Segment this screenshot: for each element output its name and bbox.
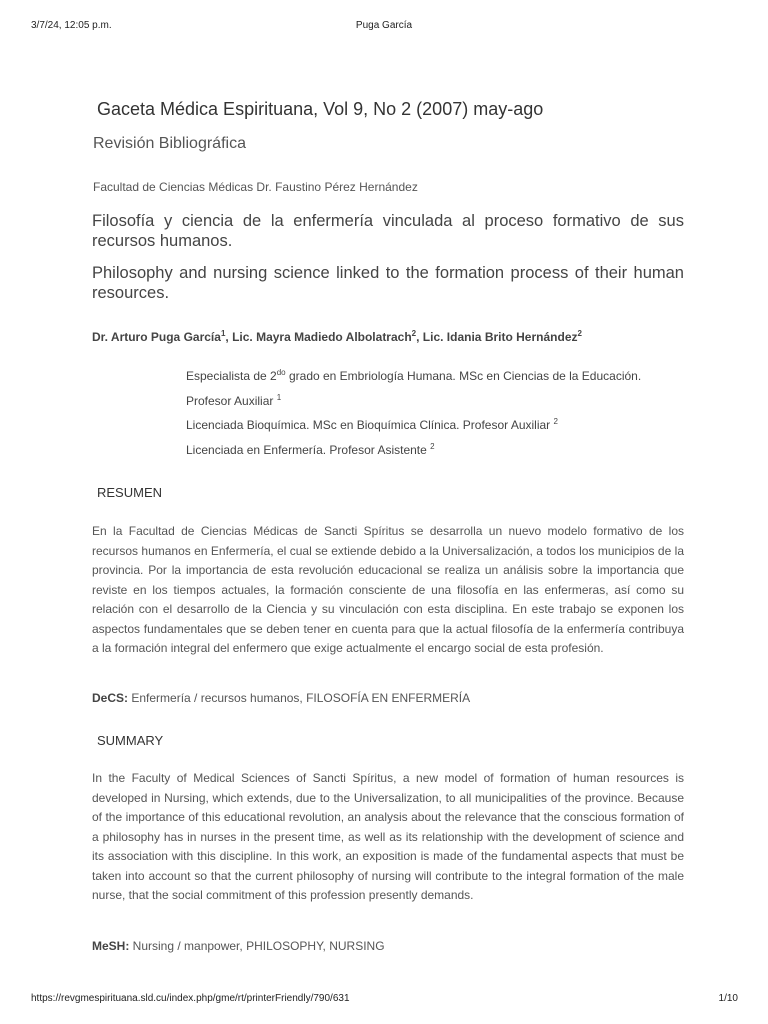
keywords-text: Nursing / manpower, PHILOSOPHY, NURSING: [129, 939, 385, 953]
affiliation-line: [186, 418, 558, 432]
affiliation-number: 2: [430, 442, 435, 451]
affiliation-line: [186, 394, 281, 408]
section-name: Revisión Bibliográfica: [93, 135, 246, 152]
author-affiliation-number: 2: [577, 329, 582, 338]
resumen-body: En la Facultad de Ciencias Médicas de Sancti Spíritus se desarrolla un nuevo modelo formativo de los recursos humanos en Enfermería, el cual se extiende debido a la Universalización, a todos los municipios de la provincia. Por la importancia de esta revolución educacional se realiza un análisis sobre la importancia que reviste en los tiempos actuales, la formación consciente de una filosofía en las enfermeras, así como su relación con el desarrollo de la Ciencia y su vinculación con esta disciplina. En este trabajo se exponen los aspectos fundamentales que se deben tener en cuenta para que la actual filosofía de la enfermería contribuya a la formación integral del enfermero que exige actualmente el encargo social de esta profesión.: [92, 524, 684, 655]
journal-citation: Gaceta Médica Espirituana, Vol 9, No 2 (2007) may-ago: [97, 99, 544, 119]
author-list: [92, 330, 582, 344]
affiliation-text: grado en Embriología Humana. MSc en Ciencias de la Educación.: [285, 369, 642, 383]
affiliation-number: 2: [553, 417, 558, 426]
article-title-english: Philosophy and nursing science linked to the formation process of their human resources.: [92, 264, 684, 302]
author-separator: ,: [225, 330, 233, 344]
author-name: Lic. Mayra Madiedo Albolatrach: [232, 330, 412, 344]
keywords-label: DeCS:: [92, 691, 129, 705]
author-affiliation-number: 2: [411, 329, 417, 338]
summary-body: In the Faculty of Medical Sciences of Sancti Spíritus, a new model of formation of human resources is developed in Nursing, which extends, due to the Universalization, to all municipalities of the province. Because of the importance of this educational revolution, an analysis about the relevance that the conscious formation of a philosophy has in nurses in the present time, as well as its relationship with the development of science and its association with this discipline. In this work, an exposition is made of the fundamental aspects that must be taken into account so that the current philosophy of nursing will contribute to the integral formation of the male nurse, that the social commitment of this profession presently demands.: [92, 771, 684, 902]
print-url: https://revgmespirituana.sld.cu/index.php/gme/rt/printerFriendly/790/631: [31, 993, 350, 1004]
decs-keywords: [92, 691, 470, 705]
affiliation-text: Licenciada en Enfermería. Profesor Asistente: [186, 443, 431, 457]
mesh-keywords: [92, 939, 385, 953]
article-title-spanish: Filosofía y ciencia de la enfermería vinculada al proceso formativo de sus recursos humanos.: [92, 212, 684, 250]
affiliation-text: Profesor Auxiliar: [186, 394, 277, 408]
keywords-text: Enfermería / recursos humanos, FILOSOFÍA EN ENFERMERÍA: [128, 691, 471, 705]
affiliation-text: Especialista de 2: [186, 369, 277, 383]
page-number: 1/10: [718, 993, 738, 1004]
affiliation-line: [186, 369, 641, 383]
ordinal-suffix: do: [276, 368, 286, 377]
print-date: 3/7/24, 12:05 p.m.: [31, 20, 112, 31]
keywords-label: MeSH:: [92, 939, 130, 953]
faculty-name: Facultad de Ciencias Médicas Dr. Faustino Pérez Hernández: [93, 180, 418, 194]
affiliation-line: [186, 443, 435, 457]
author-affiliation-number: 1: [220, 329, 226, 338]
author-name: Dr. Arturo Puga García: [92, 330, 221, 344]
resumen-heading: RESUMEN: [97, 485, 163, 500]
author-separator: ,: [416, 330, 423, 344]
author-name: Lic. Idania Brito Hernández: [422, 330, 578, 344]
summary-heading: SUMMARY: [97, 733, 164, 748]
affiliation-number: 1: [276, 393, 282, 402]
affiliation-text: Licenciada Bioquímica. MSc en Bioquímica Clínica. Profesor Auxiliar: [186, 418, 554, 432]
print-title: Puga García: [355, 20, 413, 31]
